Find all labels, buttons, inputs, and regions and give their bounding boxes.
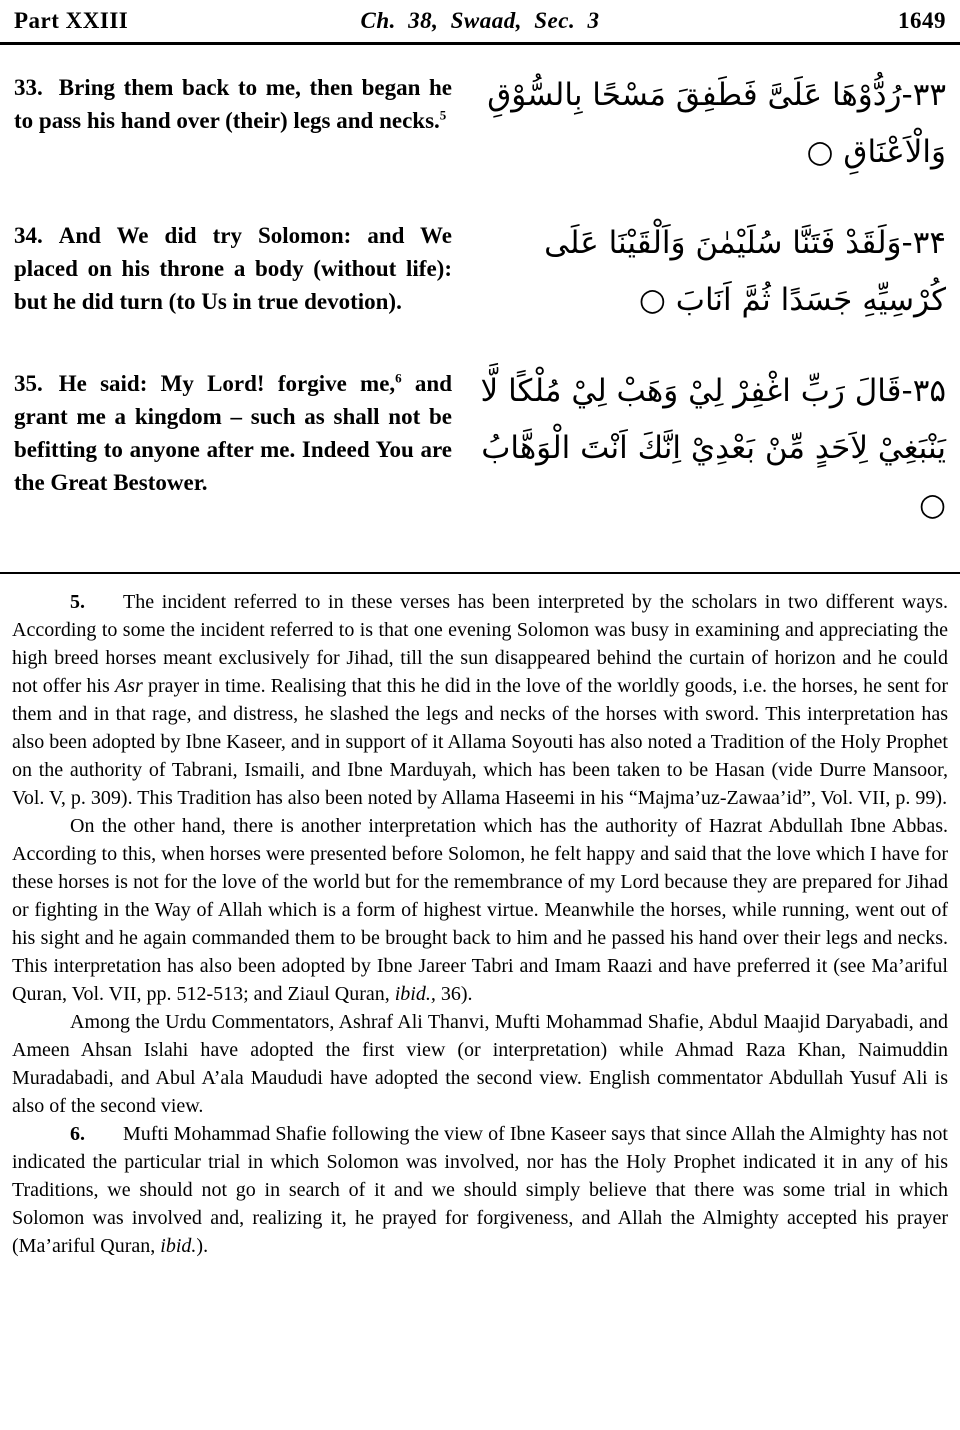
page-header-rule (0, 0, 960, 45)
verse-33-text: Bring them back to me, then began he to pass his hand over (their) legs and necks. (14, 75, 452, 133)
footnote-italic-run: ibid. (160, 1235, 197, 1257)
verse-35-text: He said: My Lord! forgive me, (58, 371, 396, 396)
footnotes (0, 584, 960, 1260)
footnote-italic-run: Asr (115, 675, 143, 697)
footnote-text-run: Mufti Mohammad Shafie following the view of Ibne Kaseer says that since Allah the Almighty has not indicated the particular trial in which Solomon was involved, nor has the Holy Prophet indicated it in any of his Traditions, we should not go in search of it and we should simply believe that there was some trial in which Solomon was involved and, realizing it, he prayed for forgiveness, and Allah the Almighty accepted his prayer (Ma’ariful Quran, (12, 1123, 948, 1257)
verse-34-text: And We did try Solomon: and We placed on his throne a body (without life): but he did turn (to Us in true devotion). (14, 223, 452, 314)
footnote-text-run: Among the Urdu Commentators, Ashraf Ali Thanvi, Mufti Mohammad Shafie, Abdul Maajid Daryabadi, and Ameen Ahsan Islahi have adopted the first view (or interpretation) while Ahmad Raza Khan, Naimuddin Muradabadi, and Abul A’ala Maududi have adopted the second view. English commentator Abdullah Yusuf Ali is also of the second view. (12, 1011, 948, 1117)
verse-35-number: 35. (14, 371, 43, 396)
footnote-text-run: The incident referred to in these verses has been interpreted by the scholars in two different ways. According to some the incident referred to is that one evening Solomon was busy in examining and appreciating the high breed horses meant exclusively for Jihad, till the sun disappeared behind the curtain of horizon and he could not offer his (12, 591, 948, 697)
verse-34-english (14, 219, 452, 318)
verse-34-arabic: ۳۴-وَلَقَدْ فَتَنَّا سُلَيْمٰنَ وَاَلْقَيْنَا عَلَى كُرْسِيِّهِ جَسَدًا ثُمَّ اَنَابَ ○ (544, 225, 946, 318)
verse-block-34 (14, 219, 946, 329)
part-label: Part XXIII (14, 8, 129, 33)
footnote-text-run: prayer in time. Realising that this he did in the love of the worldly goods, i.e. the horses, he sent for them and in that rage, and distress, he slashed the legs and necks of the horses with sword. This interpretation has also been adopted by Ibne Kaseer, and in support of it Allama Soyouti has also noted a Tradition of the Holy Prophet on the authority of Tabrani, Ismaili, and Ibne Marduyah, which has been taken to be Hasan (vide Durre Mansoor, Vol. V, p. 309). This Tradition has also been noted by Allama Haseemi in his “Majma’uz-Zawaa’id”, Vol. VII, p. 99). (12, 675, 948, 809)
verse-35-text-after: and grant me a kingdom – such as shall not be befitting to anyone after me. Indeed You are the Great Bestower. (14, 371, 452, 495)
verse-33-footnote-ref: 5 (439, 107, 447, 123)
footnote-paragraph (12, 588, 948, 812)
verse-35-english (14, 367, 452, 499)
footnote-italic-run: ibid., (394, 983, 436, 1005)
page-number: 1649 (898, 8, 946, 33)
chapter-title: Ch. 38, Swaad, Sec. 3 (360, 8, 600, 33)
footnote-text-run: 36). (435, 983, 473, 1005)
verse-block-35 (14, 367, 946, 534)
page-header (0, 8, 960, 34)
verse-33-english (14, 71, 452, 137)
footnote-paragraph (12, 812, 948, 1008)
footnote-paragraph (12, 1120, 948, 1260)
verse-block-33 (14, 71, 946, 181)
section-divider (0, 572, 960, 574)
footnote-paragraph (12, 1008, 948, 1120)
footnote-marker: 5. (70, 591, 85, 613)
verse-35-arabic: ۳۵-قَالَ رَبِّ اغْفِرْ لِيْ وَهَبْ لِيْ مُلْكًا لَّا يَنْبَغِيْ لِاَحَدٍ مِّنْ بَعْدِيْ اِنَّكَ اَنْتَ الْوَهَّابُ ○ (480, 373, 946, 523)
verse-33-arabic: ۳۳-رُدُّوْهَا عَلَىَّ فَطَفِقَ مَسْحًا بِالسُّوْقِ وَالْاَعْنَاقِ ○ (487, 77, 946, 170)
footnote-text-run: ). (196, 1235, 209, 1257)
footnote-marker: 6. (70, 1123, 85, 1145)
footnote-text-run: On the other hand, there is another interpretation which has the authority of Hazrat Abdullah Ibne Abbas. According to this, when horses were presented before Solomon, he felt happy and said that the love which I have for these horses is not for the love of the world but for the remembrance of my Lord because they are prepared for Jihad or fighting in the Way of Allah which is a form of highest virtue. Meanwhile the horses, while running, went out of his sight and he again commanded them to be brought back to him and he passed his hand over their legs and necks. This interpretation has also been adopted by Ibne Jareer Tabri and Imam Raazi and have preferred it (see Ma’ariful Quran, Vol. VII, pp. 512-513; and Ziaul Quran, (12, 815, 948, 1005)
verses-section (0, 45, 960, 534)
verse-35-footnote-ref: 6 (395, 370, 402, 386)
verse-33-number: 33. (14, 75, 43, 100)
verse-34-number: 34. (14, 223, 43, 248)
